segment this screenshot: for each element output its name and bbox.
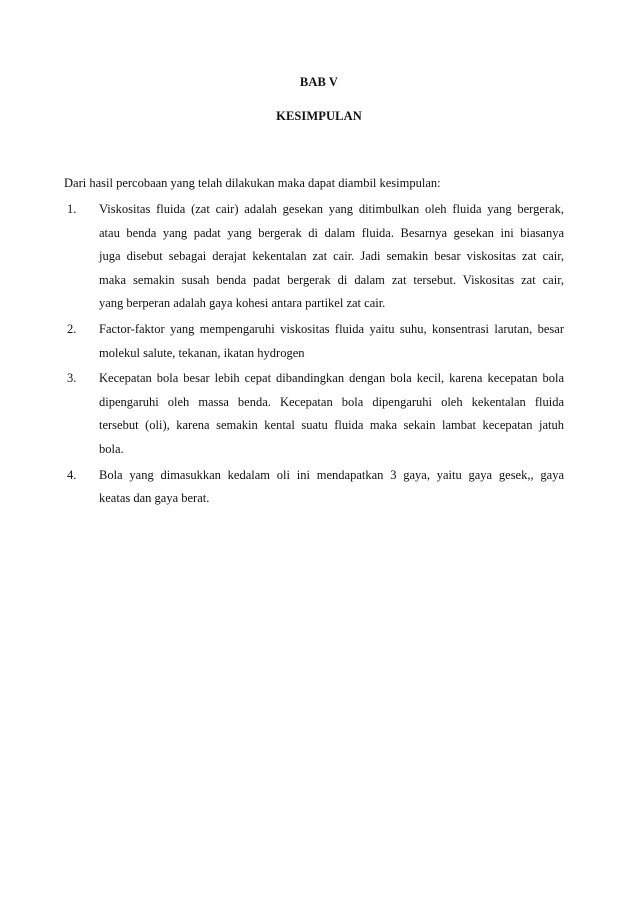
list-line: Viskositas fluida (zat cair) adalah gesekan yang ditimbulkan oleh fluida yang bergerak, xyxy=(99,202,564,216)
list-item xyxy=(64,198,564,316)
page-title: KESIMPULAN xyxy=(276,109,362,123)
list-line: bola. xyxy=(99,441,124,456)
list-line: juga disebut sebagai derajat kekentalan zat cair. Jadi semakin besar viskositas zat cair, xyxy=(99,249,564,264)
list-line: Factor-faktor yang mempengaruhi viskositas fluida yaitu suhu, konsentrasi larutan, besar xyxy=(99,321,564,336)
list-line: dipengaruhi oleh massa benda. Kecepatan bola dipengaruhi oleh kekentalan fluida xyxy=(99,394,564,409)
list-item xyxy=(64,464,564,511)
list-line: Kecepatan bola besar lebih cepat dibandingkan dengan bola kecil, karena kecepatan bola xyxy=(99,371,564,386)
list-line: molekul salute, tekanan, ikatan hydrogen xyxy=(99,345,305,360)
list-line: atau benda yang padat yang bergerak di dalam fluida. Besarnya gesekan ini biasanya xyxy=(99,225,564,240)
list-number: 1. xyxy=(67,202,77,216)
chapter-heading: BAB V xyxy=(299,75,339,89)
list-number: 2. xyxy=(67,321,77,336)
list-line: Bola yang dimasukkan kedalam oli ini mendapatkan 3 gaya, yaitu gaya gesek,, gaya xyxy=(99,467,564,482)
list-item xyxy=(64,367,564,461)
list-item xyxy=(64,318,564,365)
list-number: 4. xyxy=(67,467,77,482)
list-line: yang berperan adalah gaya kohesi antara partikel zat cair. xyxy=(99,296,386,311)
list-line: keatas dan gaya berat. xyxy=(99,491,210,506)
intro-paragraph: Dari hasil percobaan yang telah dilakukan maka dapat diambil kesimpulan: xyxy=(64,176,441,190)
list-number: 3. xyxy=(67,371,77,386)
conclusion-list xyxy=(64,198,564,513)
list-line: tersebut (oli), karena semakin kental suatu fluida maka sekain lambat kecepatan jatuh xyxy=(99,418,564,433)
list-line: maka semakin susah benda padat bergerak di dalam zat tersebut. Viskositas zat cair, xyxy=(99,272,564,287)
